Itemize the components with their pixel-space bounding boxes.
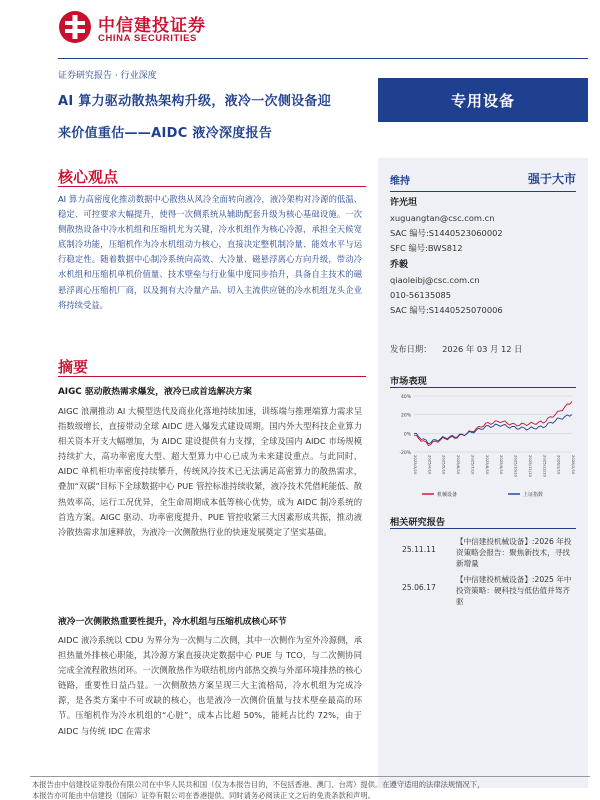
rating-action: 维持 <box>390 176 410 187</box>
chart-x-ticks <box>413 455 576 477</box>
chart-y-tick-label: 40% <box>400 395 411 400</box>
chart-series-lines <box>414 402 572 446</box>
related-report-title[interactable]: 【中信建投机械设备】:2026 年投资策略会报告：聚焦新技术，寻找新增量 <box>456 537 572 568</box>
abstract-heading: 摘要 <box>58 358 89 376</box>
chart-series-line <box>414 402 572 446</box>
related-report-date: 25.06.17 <box>402 583 436 592</box>
analyst-2-phone: 010-56135085 <box>390 290 452 300</box>
chart-x-tick-label: 2025/6/10 <box>456 455 462 475</box>
chart-x-tick-label: 2025/5/10 <box>441 455 447 475</box>
analyst-1 <box>390 196 503 256</box>
sector-banner <box>378 78 588 122</box>
analyst-1-sfc: SFC 编号:BWS812 <box>390 243 463 253</box>
chart-x-tick-label: 2025/4/10 <box>427 455 433 475</box>
chart-x-tick-label: 2025/3/10 <box>413 455 418 475</box>
publish-date: 2026 年 03 月 12 日 <box>442 344 523 354</box>
company-logo <box>58 8 228 48</box>
core-view-text: AI 算力高密度化推动数据中心散热从风冷全面转向液冷，液冷架构对冷源的低温、稳定、可控要求大幅提升，使得一次侧系统从辅助配套升级为核心基础设施。一次侧散热设备中冷水机组和压缩机尤为关键，冷水机组作为核心冷源，承担全天候宽底制冷功能，压缩机作为冷水机组动力核心，直接决定整机制冷量、能效水平与运行稳定性。随着数据中心制冷系统向高效、大冷量、磁悬浮离心方向升级，带动冷水机组和压缩机单机价值量、技术壁垒与行业集中度同步抬升，具备自主技术的磁悬浮离心压缩机厂商，以及拥有大冷量产品、切入主流供应链的冷水机组龙头企业将持续受益。 <box>58 194 362 310</box>
market-performance-title: 市场表现 <box>390 376 427 387</box>
report-type: 证券研究报告 · 行业深度 <box>58 71 157 81</box>
header-divider <box>58 58 588 59</box>
chart-x-tick-label: 2025/8/10 <box>484 455 490 475</box>
rating-row <box>390 172 576 188</box>
analyst-1-name: 许光坦 <box>390 198 418 208</box>
related-reports-divider <box>390 528 576 529</box>
chart-grid <box>414 396 572 452</box>
analyst-2-sac: SAC 编号:S1440525070006 <box>390 305 503 315</box>
report-title-line2: 来价值重估——AIDC 液冷深度报告 <box>58 126 273 141</box>
chart-y-tick-label: -20% <box>399 451 411 456</box>
core-view-heading: 核心观点 <box>58 168 119 186</box>
chart-legend-label: 机械设备 <box>437 492 458 498</box>
analyst-2-name: 乔毅 <box>390 260 409 270</box>
related-report-item[interactable] <box>390 574 576 610</box>
abstract-subheading-1: AIGC 驱动散热需求爆发，液冷已成首选解决方案 <box>58 387 252 397</box>
rating-value: 强于大市 <box>527 172 576 186</box>
analyst-1-sac: SAC 编号:S1440523060002 <box>390 228 503 238</box>
related-report-item[interactable] <box>390 536 576 572</box>
related-report-date: 25.11.11 <box>402 545 436 554</box>
chart-x-tick-label: 2025/10/10 <box>513 455 519 477</box>
publish-date-label: 发布日期： <box>390 344 432 354</box>
core-view-divider <box>58 186 366 187</box>
disclaimer-footer <box>32 779 592 800</box>
chart-series-line <box>414 415 572 444</box>
abstract-paragraph-2: AIDC 液冷系统以 CDU 为界分为一次侧与二次侧，其中一次侧作为室外冷源侧，承担热量外排核心职能，其冷源方案直接决定数据中心 PUE 与 TCO，与二次侧协同完成全流程散热闭环。一次侧散热作为联结机房内部热交换与外部环境排热的核心链路，重要性日益凸显。一次侧散热方案呈现三大主流格局，冷水机组为完成冷源，是各类方案中不可或缺的核心，也是液冷一次侧价值量与技术壁垒最高的环节。压缩机作为冷水机组的“心脏”，成本占比超 50%，能耗占比约 72%，由于 AIDC 与传统 IDC 在需求 <box>58 635 362 736</box>
logo-name-en: CHINA SECURITIES <box>98 33 197 44</box>
chart-y-tick-label: 20% <box>400 413 411 419</box>
abstract-divider <box>58 376 366 377</box>
sector-label: 专用设备 <box>450 92 515 110</box>
chart-x-tick-label: 2026/1/10 <box>556 455 562 475</box>
footer-divider <box>30 776 590 777</box>
chart-x-tick-label: 2025/12/10 <box>542 455 548 477</box>
abstract-subheading-2: 液冷一次侧散热重要性提升，冷水机组与压缩机成核心环节 <box>58 617 287 627</box>
logo-mark-icon <box>58 10 92 44</box>
analyst-1-email[interactable]: xuguangtan@csc.com.cn <box>390 213 495 223</box>
chart-x-tick-label: 2026/2/10 <box>571 455 576 475</box>
analyst-2-email[interactable]: qiaoleibj@csc.com.cn <box>390 275 480 285</box>
chart-legend <box>422 491 543 498</box>
chart-y-ticks <box>399 394 411 456</box>
logo-name-cn: 中信建投证券 <box>98 16 206 36</box>
market-performance-divider <box>390 387 576 388</box>
chart-legend-label: 上证指数 <box>523 492 544 498</box>
chart-x-tick-label: 2025/9/10 <box>499 455 505 475</box>
chart-y-tick-label: 0% <box>403 432 411 438</box>
disclaimer-line-1: 本报告由中信建投证券股份有限公司在中华人民共和国（仅为本报告目的，不包括香港、澳门、台湾）提供。在遵守适用的法律法规情况下， <box>32 780 485 789</box>
related-report-title[interactable]: 【中信建投机械设备】:2025 年中投资策略：硬科技与低估值并驾齐驱 <box>456 575 572 606</box>
disclaimer-line-2: 本报告亦可能由中信建投（国际）证券有限公司在香港提供。同时请务必阅读正文之后的免责条款和声明。 <box>32 791 375 800</box>
abstract-paragraph-1: AIGC 浪潮推动 AI 大模型迭代及商业化落地持续加速，训练端与推理端算力需求呈指数级增长，直接带动全球 AIDC 进入爆发式建设周期。国内外大型科技企业算力相关资本开支大幅增加，为 AIDC 建设提供有力支撑，全球及国内 AIDC 市场规模持续扩大，高功率密度大型、超大型算力中心已成为未来建设重点。与此同时，AIDC 单机柜功率密度持续攀升，传统风冷技术已无法满足高密算力的散热需求，叠加“双碳”目标下全球数据中心 PUE 管控标准持续收紧，液冷技术凭借耗能低、散热效率高，运行工况优异，全生命周期成本低等核心优势，成为 AIDC 制冷系统的首选方案。AIGC 驱动、功率密度提升、PUE 管控收紧三大因素形成共振，推动液冷散热需求加速释放，为液冷一次侧散热行业的快速发展奠定了坚实基础。 <box>58 406 362 537</box>
report-title-line1: AI 算力驱动散热架构升级，液冷一次侧设备迎 <box>58 94 332 109</box>
related-reports-title: 相关研究报告 <box>390 517 446 528</box>
analyst-2 <box>390 258 503 318</box>
rating-divider <box>390 191 576 192</box>
chart-x-tick-label: 2025/11/10 <box>527 455 533 477</box>
market-performance-chart <box>392 390 578 510</box>
chart-x-tick-label: 2025/7/10 <box>470 455 476 475</box>
publish-date-row <box>390 342 522 357</box>
